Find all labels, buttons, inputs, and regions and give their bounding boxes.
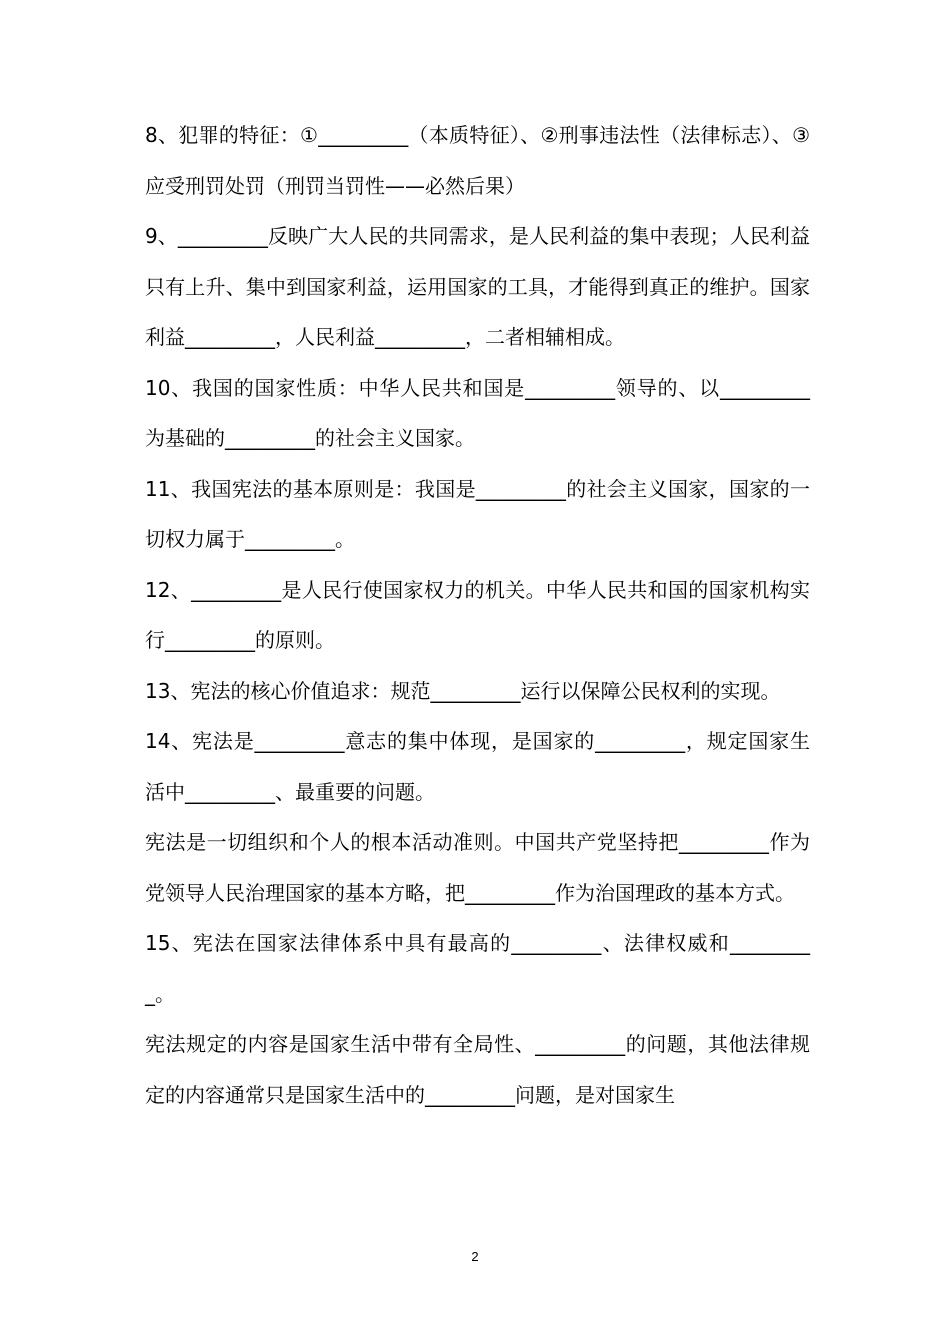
page-number: 2 [471, 1249, 479, 1264]
paragraph-item-9: 9、_________反映广大人民的共同需求，是人民利益的集中表现；人民利益只有上升、集中到国家利益，运用国家的工具，才能得到真正的维护。国家利益_________，人民利益_________，二者相辅相成。 [145, 224, 810, 349]
paragraph-item-11: 11、我国宪法的基本原则是：我国是_________的社会主义国家，国家的一切权力属于_________。 [145, 476, 810, 551]
paragraph-item-15: 15、宪法在国家法律体系中具有最高的_________、法律权威和_________。 [145, 931, 810, 1006]
paragraph-item-8: 8、犯罪的特征：①_________（本质特征）、②刑事违法性（法律标志）、③应受刑罚处罚（刑罚当罚性——必然后果） [145, 123, 810, 198]
paragraph-item-10: 10、我国的国家性质：中华人民共和国是_________领导的、以_________为基础的_________的社会主义国家。 [145, 375, 810, 450]
paragraph-item-13: 13、宪法的核心价值追求：规范_________运行以保障公民权利的实现。 [145, 678, 781, 703]
paragraph-constitution-norm: 宪法是一切组织和个人的根本活动准则。中国共产党坚持把_________作为党领导人民治理国家的基本方略，把_________作为治国理政的基本方式。 [145, 830, 810, 905]
document-body [145, 110, 810, 1120]
paragraph-item-12: 12、_________是人民行使国家权力的机关。中华人民共和国的国家机构实行_________的原则。 [145, 577, 810, 652]
paragraph-item-14: 14、宪法是_________意志的集中体现，是国家的_________，规定国家生活中_________、最重要的问题。 [145, 729, 810, 804]
paragraph-constitution-content: 宪法规定的内容是国家生活中带有全局性、_________的问题，其他法律规定的内容通常只是国家生活中的_________问题，是对国家生 [145, 1032, 810, 1107]
